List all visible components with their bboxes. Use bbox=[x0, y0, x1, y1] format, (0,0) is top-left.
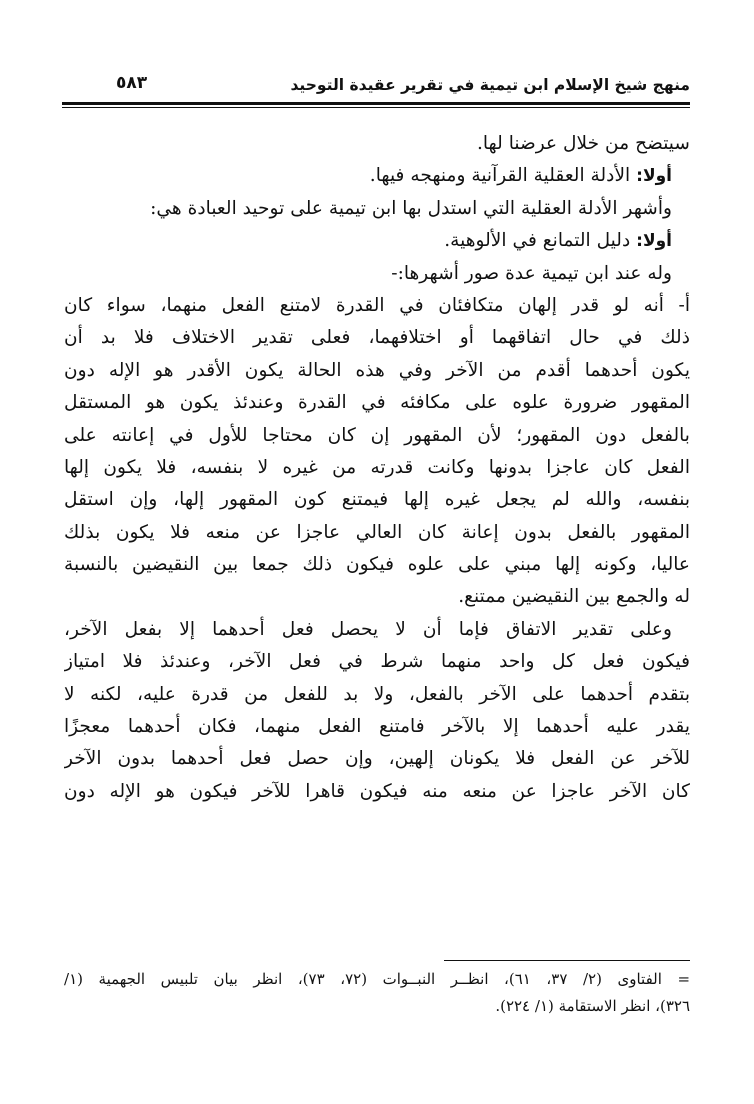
header-rule-thin bbox=[62, 107, 690, 108]
footnote-separator bbox=[444, 960, 690, 961]
paragraph-line: المقهور بالفعل بدون إعانة كان العالي عاجزا عن منعه فلا يكون بذلك bbox=[64, 521, 690, 543]
paragraph-line: كان الآخر عاجزا عن منعه منه فيكون قاهرا للآخر فيكون هو الإله دون bbox=[64, 780, 690, 802]
subheading-text: دليل التمانع في الألوهية. bbox=[444, 230, 637, 252]
paragraph-line: الفعل كان عاجزا بدونها وكانت قدرته من غيره لا بنفسه، فلا يكون إلها bbox=[64, 456, 690, 478]
paragraph-line: بتقدم أحدهما على الآخر بالفعل، ولا بد للفعل من قدرة عليه، لكنه لا bbox=[64, 683, 690, 705]
paragraph-line: للآخر عن الفعل فلا يكونان إلهين، وإن حصل فعل أحدهما بدون الآخر bbox=[64, 748, 690, 770]
paragraph-line: يقدر عليه أحدهما إلا بالآخر فامتنع الفعل منهما، فكان أحدهما معجزًا bbox=[64, 716, 690, 738]
paragraph-line: فيكون فعل كل واحد منهما شرط في فعل الآخر، وعندئذ فلا امتياز bbox=[64, 651, 690, 673]
ordinal-label: أولا: bbox=[636, 231, 672, 252]
paragraph-line: له والجمع بين النقيضين ممتنع. bbox=[458, 586, 690, 608]
paragraph-line: ذلك في حال اتفاقهما أو اختلافهما، فعلى تقدير الاختلاف فلا بد أن bbox=[64, 327, 690, 349]
text-line: وأشهر الأدلة العقلية التي استدل بها ابن تيمية على توحيد العبادة هي: bbox=[150, 197, 672, 219]
paragraph-line: وعلى تقدير الاتفاق فإما أن لا يحصل فعل أحدهما إلا بفعل الآخر، bbox=[64, 618, 672, 640]
paragraph-line: المقهور ضرورة علوه على مكافئه في القدرة وعندئذ يكون هو المستقل bbox=[64, 392, 690, 414]
paragraph-line: أ- أنه لو قدر إلهان متكافئان في القدرة لامتنع الفعل منهما، سواء كان bbox=[64, 294, 690, 316]
header-rule-thick bbox=[62, 102, 690, 105]
footnotes bbox=[64, 966, 690, 1020]
subheading-text: الأدلة العقلية القرآنية ومنهجه فيها. bbox=[369, 165, 637, 187]
body-text bbox=[64, 128, 690, 808]
ordinal-label: أولا: bbox=[636, 166, 672, 187]
paragraph-line: بنفسه، والله لم يجعل غيره إلها فيمتنع كون المقهور إلها، وإن استقل bbox=[64, 489, 690, 511]
page-header bbox=[62, 73, 690, 110]
running-title: منهج شيخ الإسلام ابن تيمية في تقرير عقيدة التوحيد bbox=[290, 76, 690, 94]
paragraph-line: يكون أحدهما أقدم من الآخر وفي هذه الحالة يكون الأقدر هو الإله دون bbox=[64, 359, 690, 381]
footnote-line: ٣٢٦)، انظر الاستقامة (١/ ٢٢٤). bbox=[495, 997, 690, 1015]
paragraph-line: عاليا، وكونه إلها مبني على علوه فيكون ذلك جمعا بين النقيضين بالنسبة bbox=[64, 554, 690, 576]
paragraph-line: بالفعل دون المقهور؛ لأن المقهور إن كان محتاجا للأول في إعانته على bbox=[64, 424, 690, 446]
text-line: وله عند ابن تيمية عدة صور أشهرها:- bbox=[391, 262, 672, 284]
subheading-line bbox=[64, 160, 690, 192]
footnote-line: = الفتاوى (٢/ ٣٧، ٦١)، انظــر النبــوات (٧٢، ٧٣)، انظر بيان تلبيس الجهمية (١/ bbox=[64, 970, 690, 988]
text-line: سيتضح من خلال عرضنا لها. bbox=[476, 133, 690, 154]
page-number: ٥٨٣ bbox=[116, 73, 148, 93]
subheading-line bbox=[64, 225, 690, 257]
